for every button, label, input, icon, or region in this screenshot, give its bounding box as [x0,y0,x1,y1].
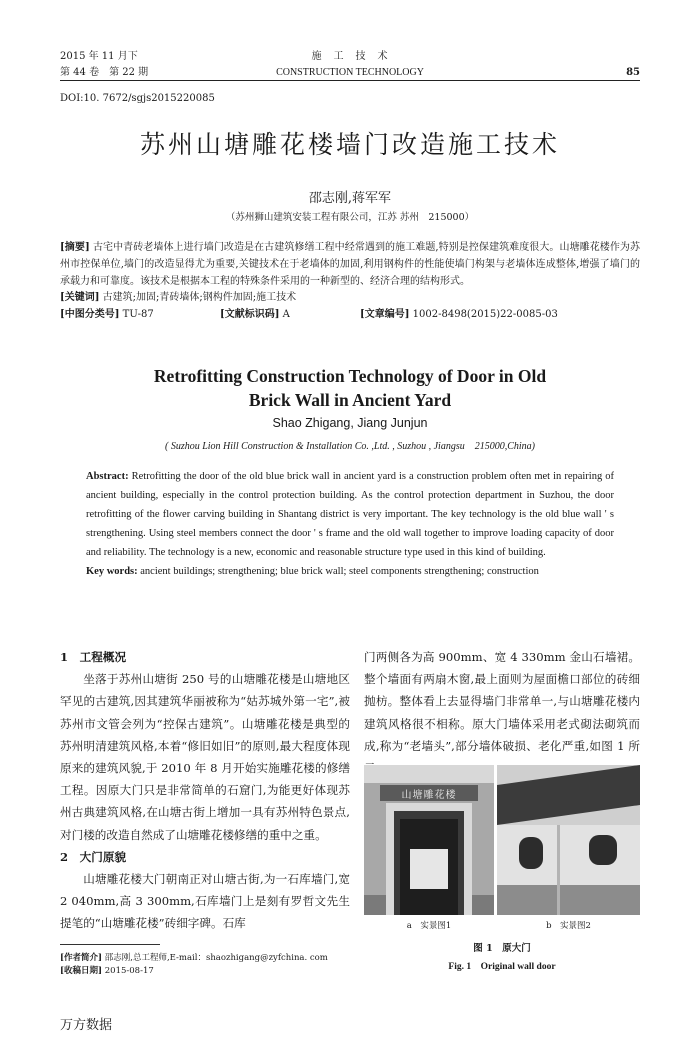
doi: DOI:10. 7672/sgjs2015220085 [60,93,215,104]
section-2-paragraph: 山塘雕花楼大门朝南正对山塘古街,为一石库墙门,宽 2 040mm,高 3 300mm,石库墙门上是刻有罗哲文先生提笔的“山塘雕花楼”砖细字碑。石库 [60,872,350,931]
figure-caption-cn: 图 1 原大门 [473,943,531,954]
title-cn: 苏州山塘雕花楼墙门改造施工技术 [139,130,560,159]
doc-code-label: [文献标识码] [220,309,280,321]
keywords-en-label: Key words [86,566,135,577]
issue-date: 2015 年 11 月下 [60,51,138,62]
subcaption-b: b 实景图2 [546,921,591,931]
abstract-cn-text: 古宅中青砖老墙体上进行墙门改造是在古建筑修缮工程中经常遇到的施工难题,特别是控保建筑难度很大。山塘雕花楼作为苏州市控保单位,墙门的改造显得尤为重要,关键技术在于老墙体的加固,利用钢构件的性能使墙门构架与老墙体连成整体,增强了墙门的承载力和可靠度。该技术是根据本工程的特殊条件采用的一种新型的、经济合理的结构形式。 [60,242,641,287]
abstract-cn-label: [摘要] [60,242,90,253]
keywords-cn-label: [关键词] [60,292,100,304]
abstract-en: Abstract: Retrofitting the door of the old blue brick wall in ancient yard is a construction problem often met in repairing of ancient building, especially in the control protection building. As the control protection department in Suzhou, the door retrofitting of the flower carving building in Shantang district is very important. The key technology is the old blue wall ' s strengthening. Using steel members connect the door ' s frame and the old wall together to improve loading capacity of door and reliability. The technology is a new, economic and reasonable structure type used in this kind of building. Key words: ancient buildings; strengthening; blue brick wall; steel components strengthening; construction [86,471,615,577]
volume-issue: 第 44 卷 第 22 期 [60,67,149,78]
doc-code-value: A [282,309,290,321]
right-column-text: 门两侧各为高 900mm、宽 4 330mm 金山石墙裙。整个墙面有两扇木窗,最上面则为屋面檐口部位的砖细抛枋。整体看上去显得墙门非常单一,与山塘雕花楼内建筑风格很不相称。原大门墙体采用老式砌法砌筑而成,称为“老墙头”,部分墙体破损、老化严重,如图 1 所 [364,650,640,753]
clc-value: TU-87 [122,309,154,321]
affiliation-cn: （苏州狮山建筑安装工程有限公司，江苏 苏州 215000） [225,212,475,223]
header-rule [60,80,640,81]
title-en [0,364,700,412]
footnote-rule [60,944,160,945]
abstract-cn [60,240,640,324]
footnote-date-label: [收稿日期] [60,966,103,976]
section-1-paragraph: 坐落于苏州山塘街 250 号的山塘雕花楼是山塘地区罕见的古建筑,因其建筑华丽被称为“姑苏城外第一宅”,被苏州市文管会列为“控保古建筑”。山塘雕花楼是典型的苏州明清建筑风格,本着“修旧如旧”的原则,最大程度体现原来的建筑风貌,于 2010 年 8 月开始实施雕花楼的修缮工程。因原大门只是非常简单的石窟门,为能更好体现苏州古典建筑风格,在山塘古街上增加一具有苏州特色景点,对门楼的改造自然成了山塘雕花楼修缮的重中之重。 [60,672,350,842]
watermark: 万方数据 [60,1017,113,1032]
left-column [60,646,350,935]
section-2-heading: 2 大门原貌 [60,849,127,864]
abstract-en-label: Abstract [86,471,126,482]
photo-b [497,765,640,915]
figure-caption-en: Fig. 1 Original wall door [448,962,556,972]
journal-name-en: CONSTRUCTION TECHNOLOGY [276,67,424,78]
title-en-line2: Brick Wall in Ancient Yard [248,390,452,410]
affiliation-en: ( Suzhou Lion Hill Construction & Installation Co. ,Ltd. , Suzhou , Jiangsu 215000,China) [164,441,536,452]
footnote-date-text: 2015-08-17 [104,966,154,976]
footnote-author-text: 邵志刚,总工程师,E-mail：shaozhigang@zyfchina. com [104,953,328,963]
photo-sign-text: 山塘雕花楼 [401,790,457,801]
title-en-line1: Retrofitting Construction Technology of Door in Old [153,366,547,386]
keywords-en-text: ancient buildings; strengthening; blue brick wall; steel components strengthening; construction [140,566,539,577]
footnote [60,952,350,978]
article-number-value: 1002-8498(2015)22-0085-03 [412,309,558,321]
photo-a [364,765,494,915]
authors-cn: 邵志刚,蒋军军 [308,191,392,206]
keywords-cn-text: 古建筑;加固;青砖墙体;钢构件加固;施工技术 [102,292,297,304]
abstract-en-text: Retrofitting the door of the old blue brick wall in ancient yard is a construction problem often met in repairing of ancient building, especially in the control protection building. As the control protection department in Suzhou, the door retrofitting of the flower carving building in Shantang district is very important. The key technology is the old blue wall ' s strengthening. Using steel members connect the door ' s frame and the old wall together to improve loading capacity of door and reliability. The technology is a new, economic and reasonable structure type used in this kind of building. [86,471,615,558]
authors-en: Shao Zhigang, Jiang Junjun [272,416,428,430]
subcaption-a: a 实景图1 [406,921,452,931]
clc-label: [中图分类号] [60,309,120,321]
page-number: 85 [626,67,640,78]
section-1-heading: 1 工程概况 [60,650,127,664]
footnote-author-label: [作者简介] [60,953,103,963]
journal-name-cn: 施 工 技 术 [311,51,389,62]
figure-1 [364,765,640,915]
article-number-label: [文章编号] [360,309,410,321]
